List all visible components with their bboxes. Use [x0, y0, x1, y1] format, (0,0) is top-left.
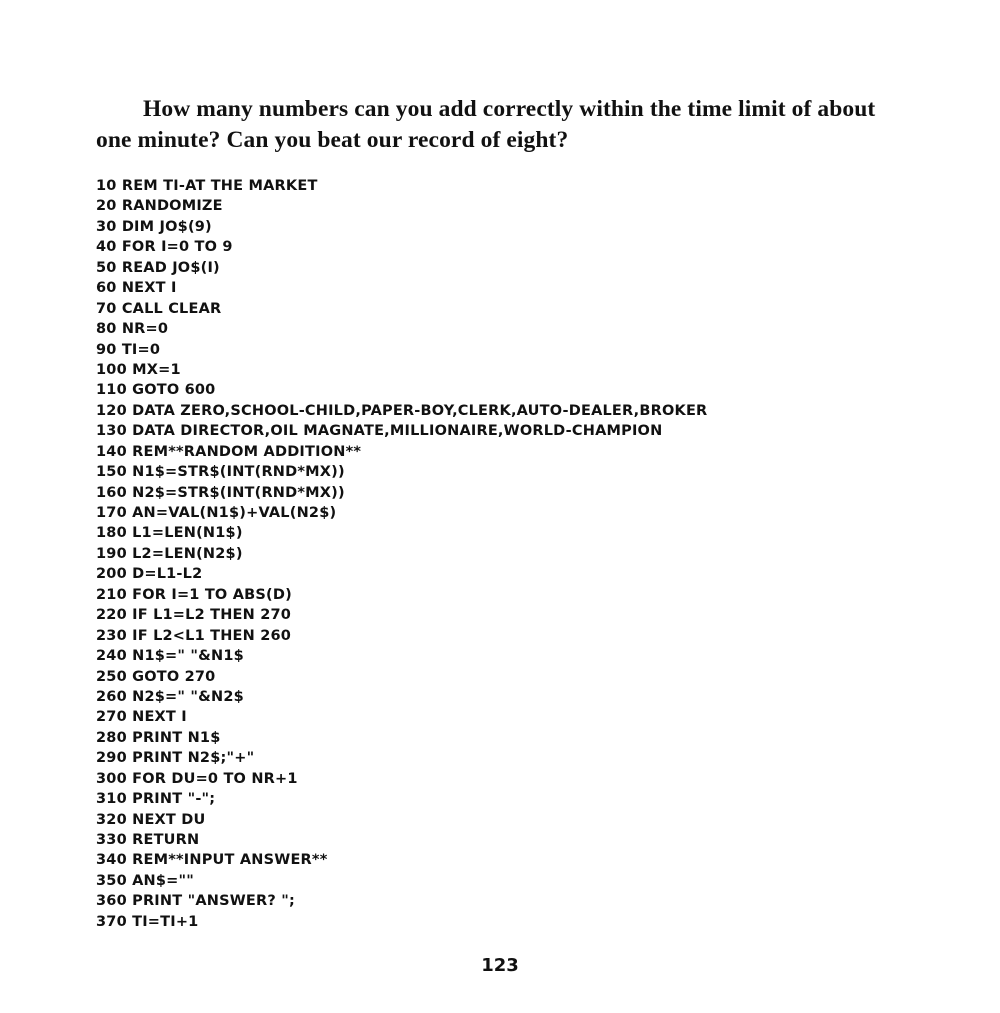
code-line: 60 NEXT I: [96, 280, 177, 297]
code-line: 10 REM TI-AT THE MARKET: [96, 178, 318, 194]
code-line: 250 GOTO 270: [96, 668, 216, 685]
code-line: 300 FOR DU=0 TO NR+1: [96, 770, 298, 787]
code-line: 200 D=L1-L2: [96, 566, 203, 583]
code-line: 330 RETURN: [96, 832, 200, 848]
code-line: 310 PRINT "-";: [96, 791, 216, 808]
intro-line: one minute? Can you beat our record of eight?: [96, 127, 569, 153]
code-line: 50 READ JO$(I): [96, 259, 220, 276]
code-line: 240 N1$=" "&N1$: [96, 648, 244, 665]
code-line: 270 NEXT I: [96, 709, 187, 726]
basic-program-listing: [96, 176, 916, 932]
code-line: 20 RANDOMIZE: [96, 198, 223, 215]
code-line: 370 TI=TI+1: [96, 913, 199, 930]
code-line: 70 CALL CLEAR: [96, 300, 222, 317]
code-line: 150 N1$=STR$(INT(RND*MX)): [96, 464, 345, 481]
code-line: 30 DIM JO$(9): [96, 218, 212, 235]
code-line: 180 L1=LEN(N1$): [96, 525, 243, 542]
code-line: 210 FOR I=1 TO ABS(D): [96, 586, 292, 603]
code-line: 80 NR=0: [96, 321, 169, 338]
code-line: 230 IF L2<L1 THEN 260: [96, 627, 292, 644]
code-line: 170 AN=VAL(N1$)+VAL(N2$): [96, 505, 337, 521]
code-line: 340 REM**INPUT ANSWER**: [96, 852, 328, 869]
code-line: 190 L2=LEN(N2$): [96, 545, 243, 562]
intro-line: How many numbers can you add correctly within the time limit of about: [143, 96, 876, 122]
code-line: 260 N2$=" "&N2$: [96, 688, 244, 705]
code-line: 280 PRINT N1$: [96, 729, 221, 746]
code-line: 320 NEXT DU: [96, 811, 206, 828]
code-line: 160 N2$=STR$(INT(RND*MX)): [96, 484, 345, 501]
code-line: 100 MX=1: [96, 361, 181, 378]
code-line: 130 DATA DIRECTOR,OIL MAGNATE,MILLIONAIRE,WORLD-CHAMPION: [96, 423, 663, 440]
code-line: 110 GOTO 600: [96, 382, 216, 399]
page-number: 123: [481, 955, 519, 976]
code-line: 290 PRINT N2$;"+": [96, 750, 255, 767]
code-line: 40 FOR I=0 TO 9: [96, 239, 233, 256]
code-line: 140 REM**RANDOM ADDITION**: [96, 443, 362, 460]
intro-paragraph: [96, 94, 916, 156]
code-line: 90 TI=0: [96, 341, 161, 358]
code-line: 350 AN$="": [96, 872, 195, 889]
code-line: 120 DATA ZERO,SCHOOL-CHILD,PAPER-BOY,CLERK,AUTO-DEALER,BROKER: [96, 402, 708, 419]
code-line: 360 PRINT "ANSWER? ";: [96, 893, 296, 910]
code-line: 220 IF L1=L2 THEN 270: [96, 607, 292, 624]
